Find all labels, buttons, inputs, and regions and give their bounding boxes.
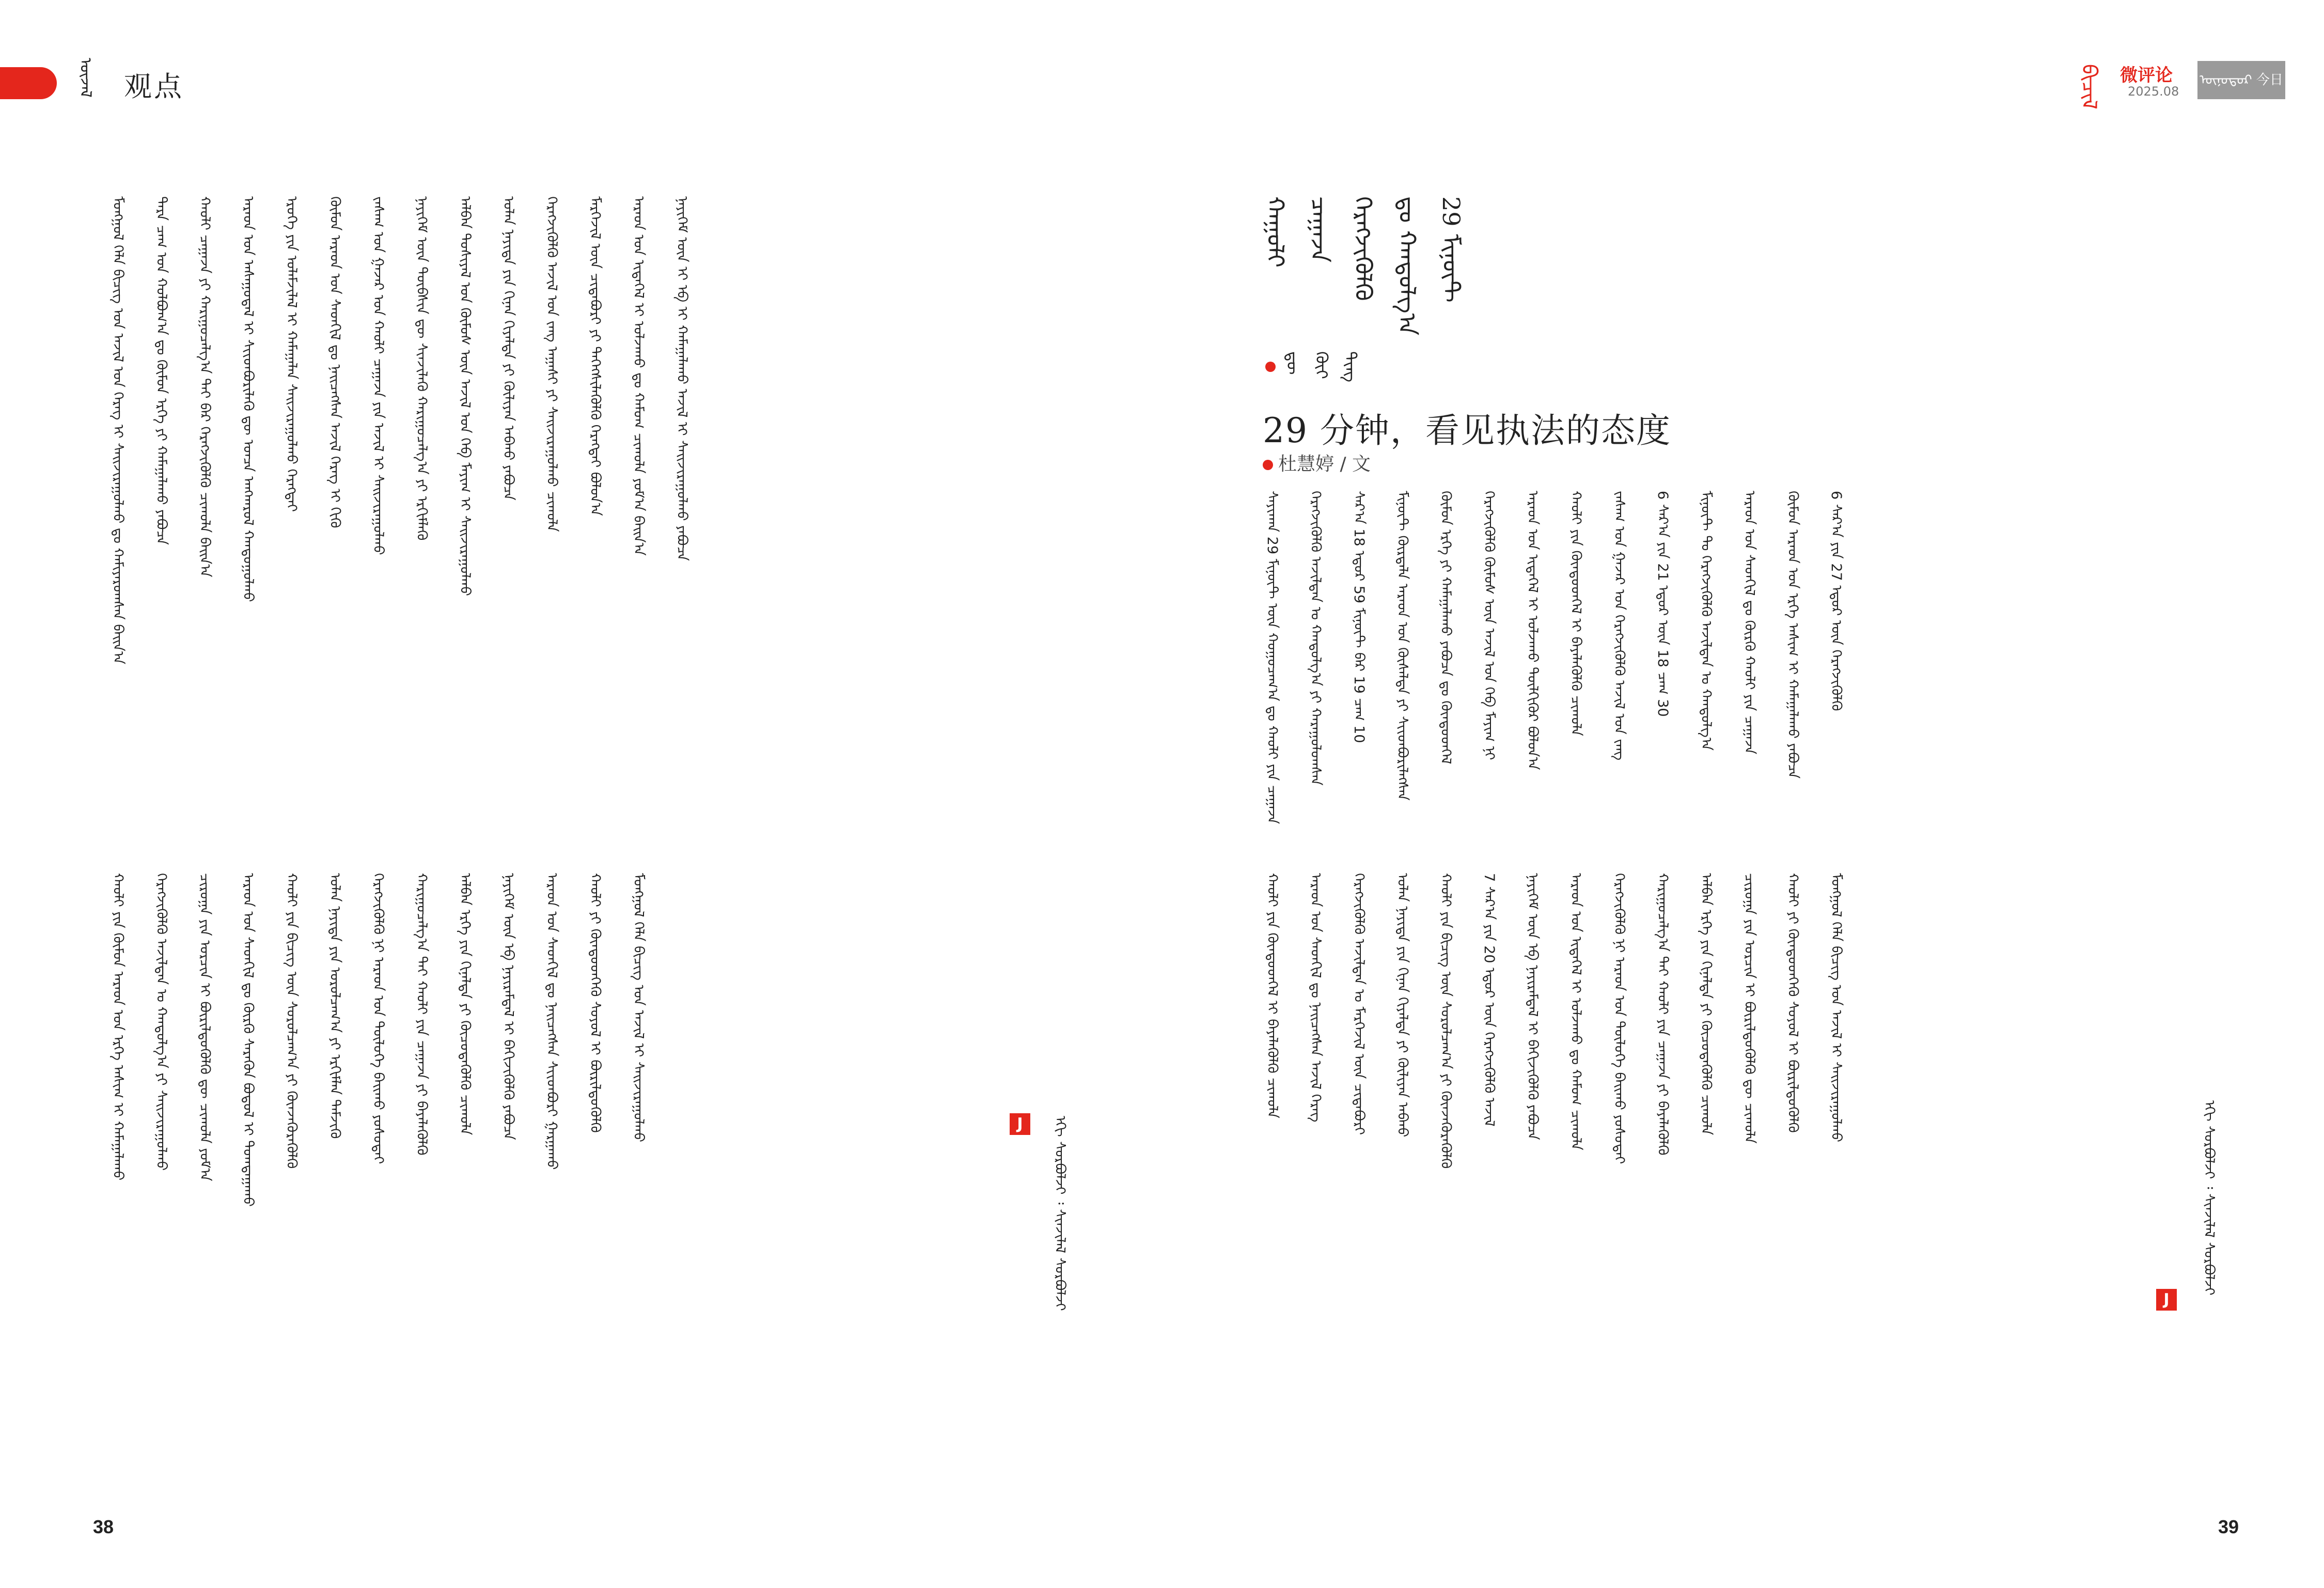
right-upper-column-5: ᠬᠡᠷᠡᠭᠵᠢᠭᠦᠯᠬᠦ ᠬᠦᠮᠦᠰ ᠦᠨ ᠠᠵᠢᠯ ᠤᠨ ᠬᠡᠪ ᠮᠠᠶᠢᠭ ᠨᠢ: [1481, 491, 1497, 760]
right-lower-column-0: ᠬᠠᠤᠯᠢ ᠶᠢᠨ ᠬᠦᠨᠳᠦᠳᠬᠡᠯ ᠢ ᠪᠡᠶᠡᠯᠡᠭᠦᠯᠬᠦ ᠴᠢᠬᠤᠯᠠ: [1264, 873, 1280, 1118]
left-upper-column-7: ᠨᠡᠶᠢᠭᠡᠮ ᠦᠨ ᠲᠥᠪᠰᠢᠨ ᠳᠦ ᠰᠢᠨᠵᠢᠯᠡᠬᠦ ᠬᠠᠷᠢᠭᠤᠴᠠᠯᠭ᠎ᠠ ᠶᠢ ᠡᠷᠬᠢᠮᠯᠡᠬᠦ: [414, 196, 430, 541]
article-author: 杜慧婷 / 文: [1278, 454, 1371, 475]
right-lower-column-13: ᠮᠣᠩᠭᠣᠯ ᠬᠡᠯᠡ ᠪᠢᠴᠢᠭ ᠤᠨ ᠠᠵᠢᠯ ᠢ ᠰᠠᠢᠵᠢᠷᠠᠭᠤᠯᠬᠤ: [1828, 873, 1844, 1143]
right-lower-column-9: ᠬᠠᠷᠢᠭᠤᠴᠠᠯᠭ᠎ᠠ ᠲᠠᠢ ᠬᠠᠤᠯᠢ ᠶᠢᠨ ᠴᠠᠭᠠᠵᠠ ᠶᠢ ᠪᠡᠶᠡᠯᠡᠭᠦᠯᠬᠦ: [1655, 873, 1671, 1156]
right-upper-column-13: 6 ᠰᠠᠷ᠎ᠠ ᠶᠢᠨ 27 ᠡᠳᠦᠷ ᠦᠨ ᠬᠡᠷᠡᠭᠵᠢᠭᠦᠯᠬᠦ: [1828, 491, 1844, 711]
left-lower-column-3: ᠠᠷᠠᠳ ᠤᠨ ᠰᠡᠳᠬᠢᠯ ᠳᠤ ᠬᠦᠷᠬᠦ ᠰᠡᠷᠡᠭᠦᠨ ᠪᠣᠳᠣᠯ ᠢ ᠲᠣᠭᠲᠠᠭᠠᠬᠤ: [240, 873, 256, 1207]
end-mark: J: [1010, 1113, 1030, 1135]
left-upper-column-1: ᠲᠡᠷᠡ ᠴᠠᠭ ᠤᠨ ᠬᠣᠯᠪᠣᠭ᠎ᠠ ᠳᠤ ᠬᠦᠮᠦᠨ ᠡᠷᠬᠡ ᠶᠢ ᠬᠠᠮᠠᠭᠠᠯᠠᠬᠤ ᠶᠠᠪᠤᠴᠠ: [153, 196, 169, 545]
vertical-title-line-3: ᠳᠤ ᠬᠠᠨᠳᠤᠯᠭ᠎ᠠ: [1393, 196, 1421, 336]
right-lower-column-10: ᠠᠯᠪᠠᠨ ᠡᠷᠬᠡ ᠶᠢᠨ ᠬᠢᠨᠠᠯᠲᠠ ᠶᠢ ᠬᠦᠴᠦᠳᠡᠭᠦᠯᠬᠦ ᠴᠢᠬᠤᠯᠠ: [1698, 873, 1714, 1135]
left-upper-column-5: ᠬᠦᠮᠦᠨ ᠠᠷᠠᠳ ᠤᠨ ᠰᠡᠳᠬᠢᠯ ᠳᠤ ᠨᠡᠢᠴᠡᠭᠰᠡᠨ ᠠᠵᠢᠯ ᠬᠡᠷᠡᠭ ᠢ ᠬᠢᠬᠦ: [327, 196, 343, 528]
left-upper-column-4: ᠡᠷᠦᠬᠡ ᠶᠢᠨ ᠤᠯᠠᠮᠵᠢᠯᠠᠯ ᠢ ᠬᠠᠮᠠᠭᠠᠯᠠᠨ ᠰᠠᠢᠵᠢᠷᠠᠭᠤᠯᠬᠤ ᠬᠡᠷᠡᠭᠲᠡᠢ: [284, 196, 300, 512]
source-note: ᠡᠬᠢ ᠰᠤᠷᠪᠤᠯᠵᠢ ᠄ ᠰᠢᠨᠵᠢᠯᠡᠯ ᠰᠤᠷᠪᠤᠯᠵᠢ: [1052, 1116, 1068, 1311]
vertical-title-line-1: ᠴᠠᠭᠠᠵᠠ: [1306, 196, 1333, 263]
right-upper-column-4: ᠬᠦᠮᠦᠨ ᠡᠷᠬᠡ ᠶᠢ ᠬᠠᠮᠠᠭᠠᠯᠠᠬᠤ ᠶᠠᠪᠤᠴᠠ ᠳᠤ ᠬᠦᠨᠳᠦᠳᠬᠡᠯ: [1438, 491, 1454, 765]
right-upper-text-block: [1263, 491, 2290, 852]
article-title: 29 分钟，看见执法的态度: [1263, 411, 1671, 450]
magazine-logo-mark: ᠪᠢᠴᠢᠯ: [2077, 64, 2101, 110]
logo-box: ᠥᠨᠦᠳᠦᠷ 今日: [2197, 61, 2285, 99]
right-upper-column-7: ᠬᠠᠤᠯᠢ ᠶᠢᠨ ᠬᠦᠨᠳᠦᠳᠬᠡᠯ ᠢ ᠪᠡᠶᠡᠯᠡᠭᠦᠯᠬᠦ ᠴᠢᠬᠤᠯᠠ: [1568, 491, 1584, 736]
right-lower-column-6: ᠨᠡᠶᠢᠭᠡᠮ ᠦᠨ ᠡᠪ ᠨᠠᠶᠢᠷᠠᠮᠳᠠᠯ ᠢ ᠪᠡᠬᠢᠵᠢᠭᠦᠯᠬᠦ ᠶᠠᠪᠤᠴᠠ: [1525, 873, 1541, 1140]
vertical-title-line-0: ᠬᠠᠭᠤᠯᠢ: [1262, 196, 1290, 268]
right-upper-column-9: 6 ᠰᠠᠷ᠎ᠠ ᠶᠢᠨ 21 ᠡᠳᠦᠷ ᠦᠨ 18 ᠴᠠᠭ 30: [1655, 491, 1671, 717]
left-upper-column-13: ᠨᠡᠶᠢᠭᠡᠮ ᠦᠨ ᠡᠶ ᠡᠪ ᠢ ᠬᠠᠮᠠᠭᠠᠯᠠᠬᠤ ᠠᠵᠢᠯ ᠢ ᠰᠠᠢᠵᠢᠷᠠᠭᠤᠯᠬᠤ ᠶᠠᠪᠤᠴᠠ: [674, 196, 690, 561]
left-upper-text-block: [108, 196, 857, 863]
left-upper-column-0: ᠮᠣᠩᠭᠣᠯ ᠬᠡᠯᠡ ᠪᠢᠴᠢᠭ ᠤᠨ ᠠᠵᠢᠯ ᠤᠨ ᠬᠡᠷᠡᠭ ᠢ ᠰᠠᠢᠵᠢᠷᠠᠭᠤᠯᠬᠤ ᠳᠤ ᠬᠠᠮᠢᠶᠠᠷᠤᠭᠰᠠᠨ ᠪᠠᠢᠨ᠎ᠠ: [110, 196, 126, 664]
left-lower-column-2: ᠴᠢᠷᠤᠭᠠ ᠶᠢᠨ ᠣᠷᠴᠢᠨ ᠢ ᠪᠦᠷᠢᠯᠳᠦᠭᠦᠯᠬᠦ ᠳᠦ ᠴᠢᠬᠤᠯᠠ ᠶᠤᠮ᠎ᠠ: [197, 873, 213, 1181]
right-lower-column-11: ᠴᠢᠷᠤᠭᠠ ᠶᠢᠨ ᠣᠷᠴᠢᠨ ᠢ ᠪᠦᠷᠢᠯᠳᠦᠭᠦᠯᠬᠦ ᠳᠦ ᠴᠢᠬᠤᠯᠠ: [1741, 873, 1757, 1144]
left-upper-column-12: ᠠᠷᠠᠳ ᠤᠨ ᠢᠲᠡᠭᠡᠯ ᠢ ᠣᠯᠵᠠᠬᠤ ᠳᠤ ᠬᠠᠮᠤᠭ ᠴᠢᠬᠤᠯᠠ ᠶᠤᠮ᠎ᠠ ᠪᠠᠢᠨ᠎ᠠ: [631, 196, 647, 556]
left-lower-column-11: ᠬᠠᠤᠯᠢ ᠶᠢ ᠬᠦᠨᠳᠦᠳᠬᠡᠬᠦ ᠰᠣᠶᠣᠯ ᠢ ᠪᠦᠷᠢᠯᠳᠦᠭᠦᠯᠬᠦ: [587, 873, 603, 1133]
right-lower-column-2: ᠬᠡᠷᠡᠭᠵᠢᠭᠦᠯᠬᠦ ᠠᠵᠢᠯᠲᠠᠨ ᠤ ᠮᠡᠷᠭᠡᠵᠢᠯ ᠦᠨ ᠴᠢᠳᠠᠪᠤᠷᠢ: [1351, 873, 1367, 1135]
right-upper-column-11: ᠠᠷᠠᠳ ᠤᠨ ᠰᠡᠳᠬᠢᠯ ᠳᠤ ᠬᠦᠷᠬᠦ ᠬᠠᠤᠯᠢ ᠶᠢᠨ ᠴᠠᠭᠠᠵᠠ: [1741, 491, 1757, 755]
page-number-left: 38: [93, 1516, 114, 1537]
right-upper-column-12: ᠬᠦᠮᠦᠨ ᠠᠷᠠᠳ ᠤᠨ ᠡᠷᠬᠡ ᠠᠰᠢᠭ ᠢ ᠬᠠᠮᠠᠭᠠᠯᠠᠬᠤ ᠶᠠᠪᠤᠴᠠ: [1785, 491, 1801, 779]
left-lower-column-9: ᠨᠡᠶᠢᠭᠡᠮ ᠦᠨ ᠡᠪ ᠨᠠᠶᠢᠷᠠᠮᠳᠠᠯ ᠢ ᠪᠡᠬᠢᠵᠢᠭᠦᠯᠬᠦ ᠶᠠᠪᠤᠴᠠ: [500, 873, 516, 1140]
right-lower-column-12: ᠬᠠᠤᠯᠢ ᠶᠢ ᠬᠦᠨᠳᠦᠳᠬᠡᠬᠦ ᠰᠣᠶᠣᠯ ᠢ ᠪᠦᠷᠢᠯᠳᠦᠭᠦᠯᠬᠦ: [1785, 873, 1801, 1133]
left-lower-text-block: [108, 873, 1048, 1508]
left-lower-column-7: ᠬᠠᠷᠢᠭᠤᠴᠠᠯᠭ᠎ᠠ ᠲᠠᠢ ᠬᠠᠤᠯᠢ ᠶᠢᠨ ᠴᠠᠭᠠᠵᠠ ᠶᠢ ᠪᠡᠶᠡᠯᠡᠭᠦᠯᠬᠦ: [414, 873, 430, 1156]
right-upper-column-3: ᠮᠢᠨᠦ᠋ᠲ ᠬᠦᠷᠲᠡᠯᠡ ᠠᠷᠠᠳ ᠤᠨ ᠬᠦᠰᠡᠯᠲᠡ ᠶᠢ ᠰᠢᠢᠳᠪᠦᠷᠢᠯᠡᠭᠰᠡᠨ: [1394, 491, 1410, 801]
right-upper-column-2: ᠰᠠᠷ᠎ᠠ 18 ᠡᠳᠦᠷ 59 ᠮᠢᠨᠦ᠋ᠲ ᠪᠡᠷ 19 ᠴᠠᠭ 10: [1351, 491, 1367, 743]
left-upper-column-6: ᠵᠠᠰᠠᠭ ᠤᠨ ᠭᠠᠵᠠᠷ ᠤᠨ ᠬᠠᠤᠯᠢ ᠴᠠᠭᠠᠵᠠ ᠶᠢᠨ ᠠᠵᠢᠯ ᠢ ᠰᠠᠢᠵᠢᠷᠠᠭᠤᠯᠬᠤ: [370, 196, 386, 555]
left-upper-column-8: ᠠᠯᠪᠠᠨ ᠲᠤᠰᠢᠶᠠᠯ ᠤᠨ ᠬᠦᠮᠦᠰ ᠦᠨ ᠠᠵᠢᠯ ᠤᠨ ᠬᠡᠪ ᠮᠠᠶᠢᠭ ᠢ ᠰᠠᠢᠵᠢᠷᠠᠭᠤᠯᠬᠤ: [457, 196, 473, 596]
left-lower-column-6: ᠬᠡᠷᠡᠭᠵᠢᠭᠦᠯᠬᠦ ᠨᠢ ᠠᠷᠠᠳ ᠤᠨ ᠲᠥᠯᠦᠭᠡ ᠪᠠᠢᠬᠤ ᠶᠣᠰᠣᠲᠠᠢ: [370, 873, 386, 1164]
left-lower-column-4: ᠬᠠᠤᠯᠢ ᠶᠢᠨ ᠪᠢᠴᠢᠭ᠌ ᠦᠨ ᠰᠤᠷᠤᠯᠴᠠᠭ᠎ᠠ ᠶᠢ ᠭᠦᠨᠵᠡᠭᠦᠷᠡᠭᠦᠯᠬᠦ: [284, 873, 300, 1169]
right-lower-column-7: ᠠᠷᠠᠳ ᠤᠨ ᠢᠲᠡᠭᠡᠯ ᠢ ᠣᠯᠵᠠᠬᠤ ᠳᠤ ᠬᠠᠮᠤᠭ ᠴᠢᠬᠤᠯᠠ: [1568, 873, 1584, 1150]
left-lower-column-10: ᠠᠷᠠᠳ ᠤᠨ ᠰᠡᠳᠬᠢᠯ ᠳᠤ ᠨᠡᠢᠴᠡᠭᠰᠡᠨ ᠰᠢᠢᠳᠪᠦᠷᠢ ᠭᠠᠷᠭᠠᠬᠤ: [544, 873, 560, 1170]
left-lower-column-5: ᠣᠯᠠᠨ ᠨᠡᠶᠢᠲᠡ ᠶᠢᠨ ᠣᠷᠣᠯᠴᠠᠭ᠎ᠠ ᠶᠢ ᠡᠷᠬᠢᠮᠯᠡᠨ ᠳᠡᠮᠵᠢᠬᠦ: [327, 873, 343, 1139]
right-page: [1162, 0, 2324, 1588]
issue-date: 2025.08: [2128, 84, 2179, 99]
left-lower-column-12: ᠮᠣᠩᠭᠣᠯ ᠬᠡᠯᠡ ᠪᠢᠴᠢᠭ ᠤᠨ ᠠᠵᠢᠯ ᠢ ᠰᠠᠢᠵᠢᠷᠠᠭᠤᠯᠬᠤ: [631, 873, 647, 1143]
author-mongol: ᠳᠦ ᠬᠦᠢ ᠲᠢᠩ: [1283, 351, 1360, 382]
left-upper-column-9: ᠣᠯᠠᠨ ᠨᠡᠶᠢᠲᠡ ᠶᠢᠨ ᠬᠢᠨᠠᠨ ᠬᠢᠶᠠᠯᠲᠠ ᠶᠢ ᠬᠦᠯᠢᠶᠡᠨ ᠠᠪᠬᠤ ᠶᠠᠪᠤᠴᠠ: [500, 196, 516, 501]
right-lower-column-3: ᠣᠯᠠᠨ ᠨᠡᠶᠢᠲᠡ ᠶᠢᠨ ᠬᠢᠨᠠᠨ ᠬᠢᠶᠠᠯᠲᠠ ᠶᠢ ᠬᠦᠯᠢᠶᠡᠨ ᠠᠪᠬᠤ: [1394, 873, 1410, 1138]
right-upper-column-6: ᠠᠷᠠᠳ ᠤᠨ ᠢᠲᠡᠭᠡᠯ ᠢ ᠣᠯᠵᠠᠬᠤ ᠲᠦᠯᠬᠢᠭᠦᠷ ᠪᠣᠯᠤᠨ᠎ᠠ: [1525, 491, 1541, 770]
right-lower-column-8: ᠬᠡᠷᠡᠭᠵᠢᠭᠦᠯᠬᠦ ᠨᠢ ᠠᠷᠠᠳ ᠤᠨ ᠲᠥᠯᠦᠭᠡ ᠪᠠᠢᠬᠤ ᠶᠣᠰᠣᠲᠠᠢ: [1611, 873, 1627, 1164]
page-number-right: 39: [2218, 1516, 2239, 1537]
left-upper-column-10: ᠬᠡᠷᠡᠭᠵᠢᠭᠦᠯᠬᠦ ᠠᠵᠢᠯ ᠤᠨ ᠵᠠᠩ ᠠᠭᠠᠰᠢ ᠶᠢ ᠰᠠᠢᠵᠢᠷᠠᠭᠤᠯᠬᠤ ᠴᠢᠬᠤᠯᠠ: [544, 196, 560, 532]
article-vertical-title: [1260, 196, 1493, 351]
section-tab: [0, 67, 57, 99]
right-lower-text-block: [1263, 873, 2192, 1508]
vertical-title-line-4: 29 ᠮᠢᠨᠦ᠋ᠲ: [1437, 196, 1465, 303]
section-title: 观点: [124, 70, 184, 103]
section-glyph: ᠦᠵᠡᠯ: [76, 58, 95, 98]
right-lower-column-4: ᠬᠠᠤᠯᠢ ᠶᠢᠨ ᠪᠢᠴᠢᠭ᠌ ᠦᠨ ᠰᠤᠷᠤᠯᠴᠠᠭ᠎ᠠ ᠶᠢ ᠭᠦᠨᠵᠡᠭᠦᠷᠡᠭᠦᠯᠬᠦ: [1438, 873, 1454, 1169]
left-upper-column-2: ᠬᠠᠤᠯᠢ ᠴᠠᠭᠠᠵᠠ ᠶᠢ ᠬᠠᠷᠢᠭᠤᠴᠠᠯᠭ᠎ᠠ ᠲᠠᠢ ᠪᠡᠷ ᠬᠡᠷᠡᠭᠵᠢᠭᠦᠯᠬᠦ ᠴᠢᠬᠤᠯᠠ ᠪᠠᠢᠨ᠎ᠠ: [197, 196, 213, 578]
left-lower-column-1: ᠬᠡᠷᠡᠭᠵᠢᠭᠦᠯᠬᠦ ᠠᠵᠢᠯᠲᠠᠨ ᠤ ᠬᠠᠨᠳᠤᠯᠭ᠎ᠠ ᠶᠢ ᠰᠠᠢᠵᠢᠷᠠᠭᠤᠯᠬᠤ: [153, 873, 169, 1171]
left-lower-column-0: ᠬᠠᠤᠯᠢ ᠶᠢᠨ ᠬᠦᠮᠦᠨ ᠠᠷᠠᠳ ᠤᠨ ᠡᠷᠬᠡ ᠠᠰᠢᠭ ᠢ ᠬᠠᠮᠠᠭᠠᠯᠠᠬᠤ: [110, 873, 126, 1181]
right-upper-column-0: ᠰᠠᠶᠢᠬᠠᠨ 29 ᠮᠢᠨᠦ᠋ᠲ ᠦᠨ ᠬᠤᠭᠤᠴᠠᠭ᠎ᠠ ᠳᠤ ᠬᠠᠤᠯᠢ ᠶᠢᠨ ᠴᠠᠭᠠᠵᠠ: [1264, 491, 1280, 824]
right-lower-column-5: 7 ᠰᠠᠷ᠎ᠠ ᠶᠢᠨ 20 ᠡᠳᠦᠷ ᠦᠨ ᠬᠡᠷᠡᠭᠵᠢᠭᠦᠯᠬᠦ ᠠᠵᠢᠯ: [1481, 873, 1497, 1127]
right-lower-column-1: ᠠᠷᠠᠳ ᠤᠨ ᠰᠡᠳᠬᠢᠯ ᠳᠤ ᠨᠡᠢᠴᠡᠭᠰᠡᠨ ᠠᠵᠢᠯ ᠬᠡᠷᠡᠭ: [1308, 873, 1324, 1123]
source-note-right: ᠡᠬᠢ ᠰᠤᠷᠪᠤᠯᠵᠢ ᠄ ᠰᠢᠨᠵᠢᠯᠡᠯ ᠰᠤᠷᠪᠤᠯᠵᠢ: [2201, 1100, 2217, 1296]
left-lower-column-8: ᠠᠯᠪᠠᠨ ᠡᠷᠬᠡ ᠶᠢᠨ ᠬᠢᠨᠠᠯᠲᠠ ᠶᠢ ᠬᠦᠴᠦᠳᠡᠭᠦᠯᠬᠦ ᠴᠢᠬᠤᠯᠠ: [457, 873, 473, 1135]
right-upper-column-1: ᠬᠡᠷᠡᠭᠵᠢᠭᠦᠯᠬᠦ ᠠᠵᠢᠯᠲᠠᠨ ᠤ ᠬᠠᠨᠳᠤᠯᠭ᠎ᠠ ᠶᠢ ᠬᠠᠷᠠᠭᠤᠯᠤᠭᠰᠠᠨ: [1308, 491, 1324, 786]
end-mark-right: J: [2156, 1289, 2177, 1311]
vertical-title-line-2: ᠬᠡᠷᠡᠭᠵᠢᠭᠦᠯᠬᠦ: [1349, 196, 1377, 301]
right-upper-column-8: ᠵᠠᠰᠠᠭ ᠤᠨ ᠭᠠᠵᠠᠷ ᠤᠨ ᠬᠡᠷᠡᠭᠵᠢᠭᠦᠯᠬᠦ ᠠᠵᠢᠯ ᠤᠨ ᠵᠠᠩ: [1611, 491, 1627, 760]
author-dot: [1265, 362, 1276, 372]
author-dot-cn: [1263, 460, 1273, 470]
magazine-logo-name: 微评论: [2120, 65, 2173, 86]
right-upper-column-10: ᠮᠢᠨᠦ᠋ᠲ ᠲᠤ ᠬᠡᠷᠡᠭᠵᠢᠭᠦᠯᠬᠦ ᠠᠵᠢᠯᠲᠠᠨ ᠤ ᠬᠠᠨᠳᠤᠯᠭ᠎ᠠ: [1698, 491, 1714, 751]
left-upper-column-11: ᠮᠡᠷᠭᠡᠵᠢᠯ ᠦᠨ ᠴᠢᠳᠠᠪᠤᠷᠢ ᠶᠢ ᠳᠡᠭᠡᠭᠰᠢᠯᠡᠭᠦᠯᠬᠦ ᠬᠡᠷᠡᠭᠲᠡᠢ ᠪᠣᠯᠣᠨ᠎ᠠ: [587, 196, 603, 516]
left-upper-column-3: ᠠᠷᠠᠳ ᠤᠨ ᠠᠰᠠᠭᠤᠳᠠᠯ ᠢ ᠰᠢᠢᠳᠪᠦᠷᠢᠯᠡᠬᠦ ᠳᠦ ᠣᠨᠴᠠ ᠠᠩᠬᠠᠷᠤᠯ ᠬᠠᠨᠳᠤᠭᠤᠯᠬᠤ: [240, 196, 256, 602]
